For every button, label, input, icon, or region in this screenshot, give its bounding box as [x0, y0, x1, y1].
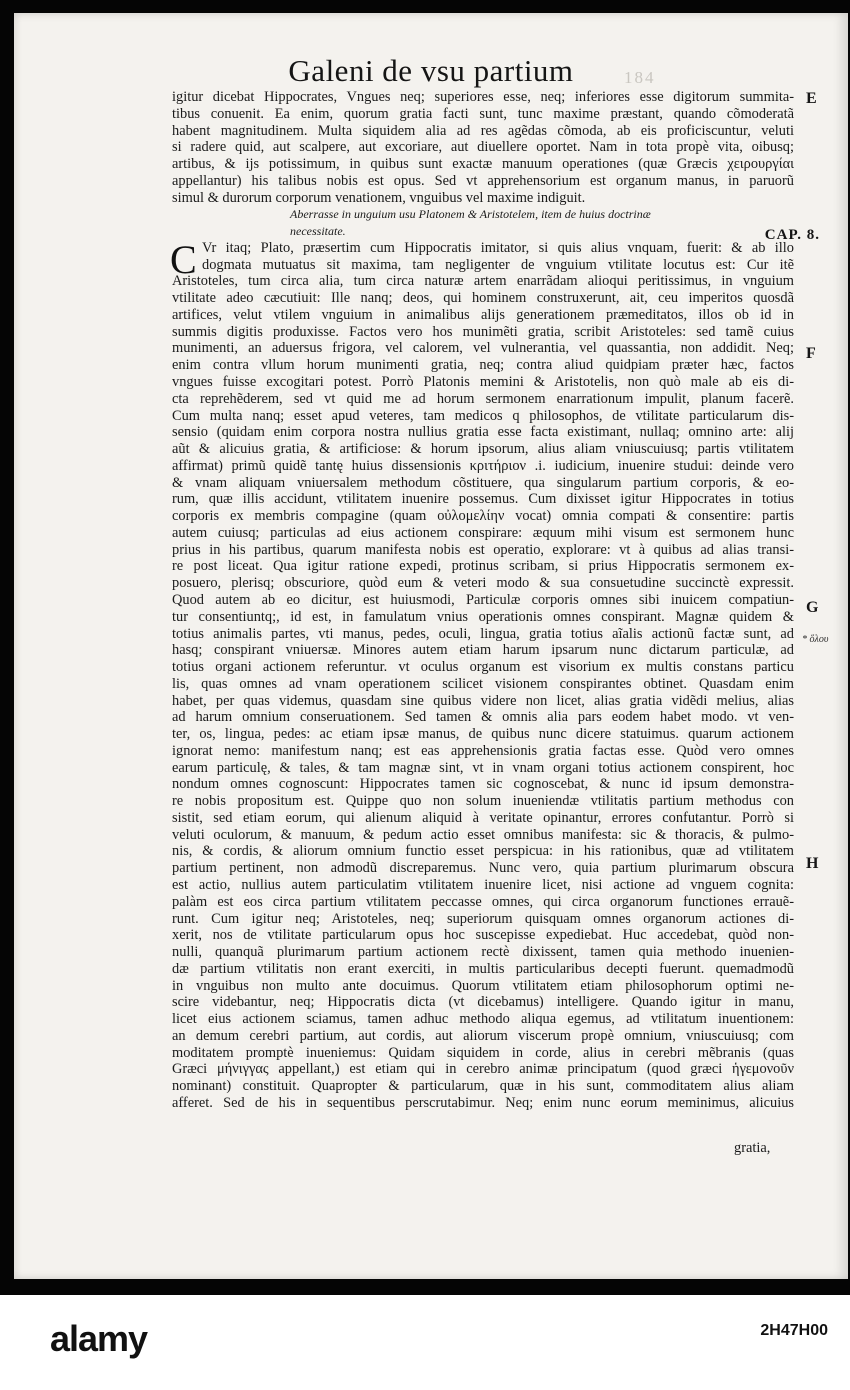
- text-line: ter, os, lingua, pedes: ac etiam ipsæ manus, de quibus nunc dicere statuimus. quarum actionem: [172, 726, 794, 743]
- text-line: ad harum omnium conseruationem. Sed tamen & omnis alia pars eodem habet modo. vt ven-: [172, 709, 794, 726]
- text-line: autem cuiusq; particulas ad eius actionem conspirare: æquum mihi visum est sermonem hunc: [172, 524, 794, 541]
- text-line: Vr itaq; Plato, præsertim cum Hippocratis imitator, si quis alius vnquam, fuerit: & ab illo: [202, 239, 794, 256]
- text-line: licet eius actionem sciamus, tamen adhuc methodo aliqua egemus, ad vtilitatum inuentionem:: [172, 1011, 794, 1028]
- text-line: sistit, sed etiam eorum, qui alienum aliquid à veritate opinantur, errores confutantur. Porrò si: [172, 809, 794, 826]
- text-line: palàm est eos circa partium vtilitatem peccasse omnes, qui circa organorum functiones errauẽ-: [172, 893, 794, 910]
- text-line: igitur dicebat Hippocrates, Vngues neq; superiores esse, neq; inferiores esse digitorum summita-: [172, 89, 794, 105]
- text-line: rum, quæ illis accidunt, vtilitatem inuenire possemus. Cum dixisset igitur Hippocrates in totius: [172, 491, 794, 508]
- text-line: runt. Cum igitur neq; Aristoteles, neq; superiorum quisquam omnes organorum actiones di-: [172, 910, 794, 927]
- text-line: Aristoteles, tum circa alia, tum circa naturæ artem enarrãdam alioqui peritissimus, in vnguium: [172, 273, 794, 290]
- text-line: scire videbantur, neq; Hippocratis dicta (vt dicebamus) intelligere. Quando igitur in manu,: [172, 994, 794, 1011]
- text-line: vngues fuisse excogitari potest. Porrò Platonis memini & Aristotelis, non quò male ab eis di-: [172, 374, 794, 391]
- text-line: simul & durorum corporum venationem, vnguibus vel maxime indiguit.: [172, 189, 586, 206]
- text-line: enim contra vllum horum munimenti gratia, neq; contra aliud quidpiam præter hæc, factos: [172, 357, 794, 374]
- margin-letter-g: G: [806, 599, 819, 616]
- text-line: Cum multa nanq; esset apud veteres, tam medicos q philosophos, de vtilitate particularum dis-: [172, 407, 794, 424]
- text-line: si radere quid, aut scalpere, aut excoriare, aut diuellere oportet. Nam in tota propè vita, oibusq;: [172, 139, 794, 156]
- text-line: moditatem promptè inueniemus: Quidam siquidem in corde, alius in cerebri mẽbranis (quas: [172, 1044, 794, 1061]
- chapter-heading: [172, 206, 794, 240]
- text-line: nominant) constituit. Quapropter & particularum, quæ in his sunt, commoditatem alius aliam: [172, 1078, 794, 1095]
- margin-letter-e: E: [806, 90, 817, 107]
- text-line: artifices, velut vtilem vnguium in animalibus alijs generationem præmeditatos, illos ob id in: [172, 306, 794, 323]
- chapter-heading-line: Aberrasse in unguium usu Platonem & Aristotelem, item de huius doctrinæ: [290, 207, 651, 222]
- text-line: tur consentiuntq;, id est, in famulatum vnius operationis omnes conspirant. Magnæ quidem &: [172, 608, 794, 625]
- text-line: habet, per quas videmus, quasdam sine quibus videre non licet, alias gratia vidẽdi melius, alias: [172, 692, 794, 709]
- text-line: habent magnitudinem. Multa siquidem alia ad res agẽdas cõmoda, ab eis proficiscuntur, veluti: [172, 122, 794, 139]
- text-line: nondum omnes cognoscunt: Hippocrates tamen sic cognoscebat, & nunc id ipsum demonstra-: [172, 776, 794, 793]
- text-line: dogmata mutuatus sit maxima, tam negligenter de vnguium vtilitate locutus est: Cur itẽ: [202, 256, 794, 273]
- text-line: an demum cerebri partium, aut cordis, aut aliorum viscerum propè omnium, vniuscuiusq; com: [172, 1027, 794, 1044]
- margin-letter-f: F: [806, 345, 816, 362]
- text-line: in vnguibus non multo ante docuimus. Quorum vtilitatem etiam philosophorum optimi ne-: [172, 977, 794, 994]
- body-text: [172, 89, 794, 1112]
- chapter-heading-line: necessitate.: [290, 224, 346, 239]
- text-line: cta reprehẽderem, sed vt quid me ad horum sermonem enarrationum impulit, planum facerẽ.: [172, 390, 794, 407]
- watermark-logo: alamy: [50, 1318, 148, 1359]
- text-line: summis digitis produxisse. Factos vero hos munimẽti gratia, scribit Aristoteles: sed tamẽ cuius: [172, 323, 794, 340]
- margin-letter-h: H: [806, 855, 819, 872]
- text-line: munimenti, an aduersus frigora, vel calorem, vel vulnerantia, vel quassantia, non addidit. Neq;: [172, 340, 794, 357]
- image-id: 2H47H00: [760, 1322, 828, 1339]
- text-line: prius in his partibus, quarum manifesta nobis est operatio, explorare: vt à quibus ad alias transi-: [172, 541, 794, 558]
- text-line: hasq; conspirant vniuersæ. Minores autem etiam harum ipsarum nunc dictarum particulæ, ad: [172, 642, 794, 659]
- margin-note: * ὅλου: [802, 634, 829, 645]
- text-line: nis, & cordis, & aliorum omnium functio esset perspicua: in his rationibus, quæ ad vtilitatem: [172, 843, 794, 860]
- text-line: & vnam aliquam vniuersalem methodum cõstituere, qua singularum partium corporis, & eo-: [172, 474, 794, 491]
- text-line: nulli, quanquã plurimarum partium actionem rectè dixissent, tamen quia methodo inuenien-: [172, 944, 794, 961]
- text-line: vtilitate adeo cæcutiuit: Ille nanq; deos, qui hominem construxerunt, ait, ceu imperitos quosdã: [172, 290, 794, 307]
- text-line: Græci μήνιγγας appellant,) est etiam qui in cerebro animæ principatum (quod græci ἡγεμονοῦν: [172, 1061, 794, 1078]
- text-line: veluti oculorum, & manuum, & pedum actio esset omnibus manifesta: sic & thoracis, & pulmo-: [172, 826, 794, 843]
- text-line: est actio, nullius autem particulatim vtilitatem inuenire licet, nisi actione ad vnguem cognita:: [172, 876, 794, 893]
- text-line: posuero, plerisq; obscuriore, quòd eum & veteri modo & sua consuetudine succinctè expressit.: [172, 575, 794, 592]
- text-line: appellantur) his talibus nobis est opus. Sed vt apprehensorium est organum manus, in paruorũ: [172, 172, 794, 189]
- book-page: [14, 13, 848, 1279]
- text-line: artibus, & ijs potissimum, in quibus sunt exactæ manuum operationes (quæ Græcis χειρουργίαι: [172, 156, 794, 173]
- text-line: ignorat nemo: manifestum nanq; est eas apprehensionis gratia factas esse. Quòd vero omnes: [172, 742, 794, 759]
- text-line: affirmat) primũ quidẽ tantę huius dissensionis κριτήριον .i. iudicium, inuenire studui: deinde vero: [172, 457, 794, 474]
- text-line: sensio (quidam enim corpora nostra nullius gratia esse facta existimant, nullaq; omnino arte: alij: [172, 424, 794, 441]
- bleed-through-page-number: 184: [624, 68, 656, 87]
- drop-cap: C: [170, 236, 197, 282]
- text-line: aũt & alicuius gratia, & artificiose: & horum ipsorum, alius aliam vniuscuiusq; partis vtilitatem: [172, 441, 794, 458]
- paragraph-2: [170, 236, 794, 1112]
- paragraph-1: [172, 89, 794, 206]
- running-title: Galeni de vsu partium: [288, 53, 574, 88]
- text-line: re nobis propositum est. Quippe quo non solum inueniendæ vtilitatis partium methodus con: [172, 793, 794, 810]
- text-line: lis, quas omnes ad vnam operationem scilicet visionem conspirantes obtinet. Quasdam enim: [172, 675, 794, 692]
- text-line: re post liceat. Qua igitur ratione expedi, protinus scribam, si prius Hippocratis sermonem ex-: [172, 558, 794, 575]
- text-line: totius organi actionem referuntur. vt oculus organum est visorium ex multis constans particu: [172, 659, 794, 676]
- text-line: afferet. Sed de his in sequentibus perscrutabimur. Neq; enim nunc eorum meminimus, alicuius: [172, 1094, 794, 1111]
- text-line: partium pertinent, non admodũ discreparemus. Nunc vero, quia partium plurimarum obscura: [172, 860, 794, 877]
- text-line: earum particulę, & tales, & tam magnæ sint, vt in vnam organi totius actionem conspirent, hoc: [172, 759, 794, 776]
- text-line: tibus conuenit. Ea enim, quorum gratia facti sunt, tunc maxime præstant, quando cõmoderatã: [172, 105, 794, 122]
- text-line: dæ partium vtilitatis non erant exerciti, in multis particularibus decepti fuerunt. quemadmodũ: [172, 960, 794, 977]
- catchword: gratia,: [734, 1140, 771, 1156]
- chapter-label: CAP. 8.: [764, 227, 820, 243]
- text-line: xerit, nos de vtilitate particularum opus hoc suscepisse expediebat. Huc accedebat, quòd non-: [172, 927, 794, 944]
- text-line: corporis ex membris compagine (quam οὐλομελίην vocat) omnia compati & consentire: partis: [172, 508, 794, 525]
- text-line: Quod autem ab eo dicitur, est huiusmodi, Particulæ corporis omnes sibi inuicem compatiun-: [172, 591, 794, 608]
- text-line: totius animalis partes, vti manus, pedes, oculi, lingua, gratia totius aĩalis actionũ factæ sunt, ad: [172, 625, 794, 642]
